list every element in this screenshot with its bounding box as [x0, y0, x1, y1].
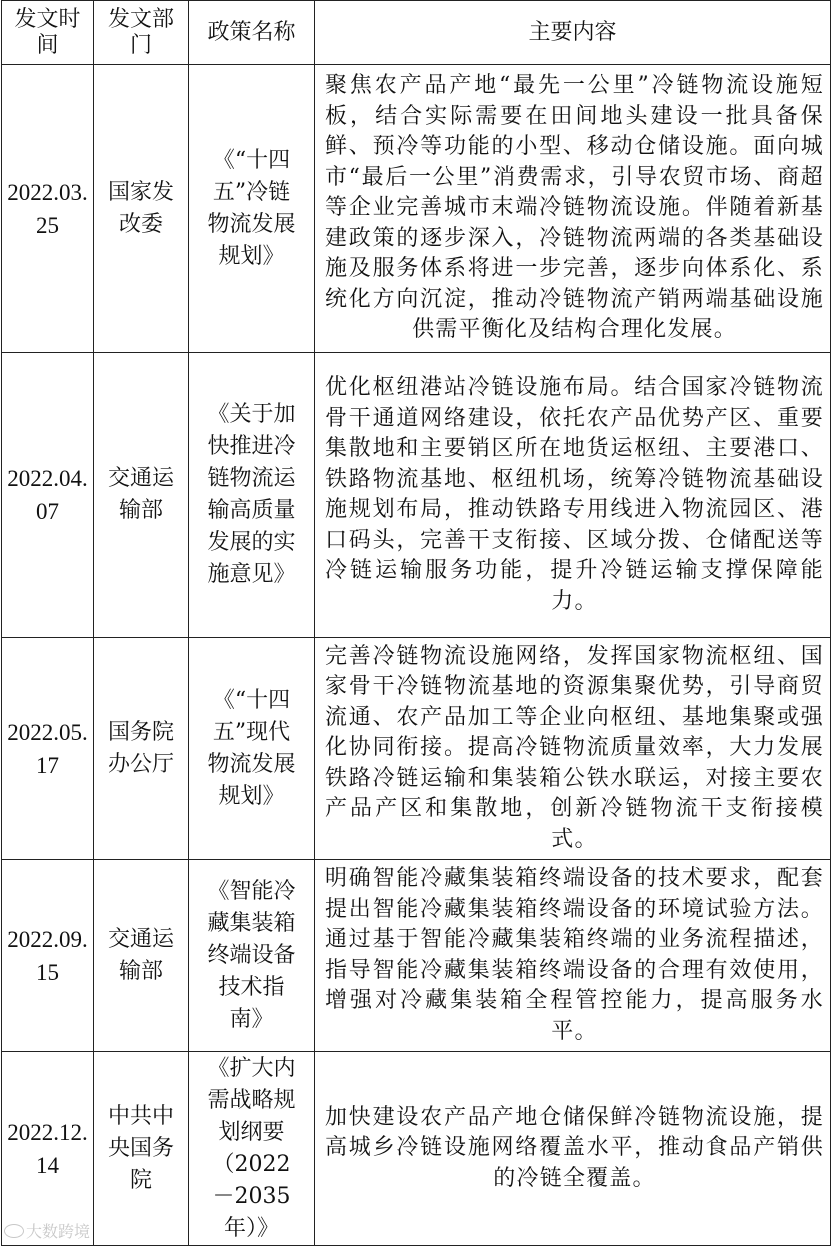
- cell-date: 2022.12.14: [2, 1052, 94, 1246]
- header-policy-name: 政策名称: [189, 1, 315, 65]
- policy-table: [1, 0, 831, 1246]
- watermark: [4, 1219, 90, 1242]
- header-content: 主要内容: [315, 1, 831, 65]
- watermark-text: 大数跨境: [26, 1222, 91, 1241]
- table-row: [2, 353, 831, 638]
- cell-content: 聚焦农产品产地“最先一公里”冷链物流设施短板，结合实际需要在田间地头建设一批具备保鲜、预冷等功能的小型、移动仓储设施。面向城市“最后一公里”消费需求，引导农贸市场、商超等企业完善城市末端冷链物流设施。伴随着新基建政策的逐步深入，冷链物流两端的各类基础设施及服务体系将进一步完善，逐步向体系化、系统化方向沉淀，推动冷链物流产销两端基础设施供需平衡化及结构合理化发展。: [315, 65, 831, 353]
- cell-dept: 中共中央国务院: [94, 1052, 189, 1246]
- cell-dept: 国家发改委: [94, 65, 189, 353]
- cell-content: 加快建设农产品产地仓储保鲜冷链物流设施，提高城乡冷链设施网络覆盖水平，推动食品产销供的冷链全覆盖。: [315, 1052, 831, 1246]
- cell-date: 2022.04.07: [2, 353, 94, 638]
- header-date: 发文时间: [2, 1, 94, 65]
- cell-dept: 国务院办公厅: [94, 638, 189, 860]
- table-row: [2, 65, 831, 353]
- table-row: [2, 1052, 831, 1246]
- cell-policy-name: 《“十四五”冷链物流发展规划》: [189, 65, 315, 353]
- header-dept: 发文部门: [94, 1, 189, 65]
- cell-dept: 交通运输部: [94, 860, 189, 1052]
- cell-policy-name: 《扩大内需战略规划纲要（2022－2035年）》: [189, 1052, 315, 1246]
- cell-date: 2022.09.15: [2, 860, 94, 1052]
- table-row: [2, 860, 831, 1052]
- cell-dept: 交通运输部: [94, 353, 189, 638]
- brand-logo-icon: [4, 1224, 24, 1238]
- cell-date: 2022.03.25: [2, 65, 94, 353]
- table-header-row: [2, 1, 831, 65]
- cell-content: 优化枢纽港站冷链设施布局。结合国家冷链物流骨干通道网络建设，依托农产品优势产区、重要集散地和主要销区所在地货运枢纽、主要港口、铁路物流基地、枢纽机场，统筹冷链物流基础设施规划布局，推动铁路专用线进入物流园区、港口码头，完善干支衔接、区域分拨、仓储配送等冷链运输服务功能，提升冷链运输支撑保障能力。: [315, 353, 831, 638]
- cell-policy-name: 《关于加快推进冷链物流运输高质量发展的实施意见》: [189, 353, 315, 638]
- cell-content: 完善冷链物流设施网络，发挥国家物流枢纽、国家骨干冷链物流基地的资源集聚优势，引导商贸流通、农产品加工等企业向枢纽、基地集聚或强化协同衔接。提高冷链物流质量效率，大力发展铁路冷链运输和集装箱公铁水联运，对接主要农产品产区和集散地，创新冷链物流干支衔接模式。: [315, 638, 831, 860]
- cell-policy-name: 《智能冷藏集装箱终端设备技术指南》: [189, 860, 315, 1052]
- cell-content: 明确智能冷藏集装箱终端设备的技术要求，配套提出智能冷藏集装箱终端设备的环境试验方法。通过基于智能冷藏集装箱终端的业务流程描述，指导智能冷藏集装箱终端设备的合理有效使用，增强对冷藏集装箱全程管控能力，提高服务水平。: [315, 860, 831, 1052]
- cell-policy-name: 《“十四五”现代物流发展规划》: [189, 638, 315, 860]
- table-row: [2, 638, 831, 860]
- cell-date: 2022.05.17: [2, 638, 94, 860]
